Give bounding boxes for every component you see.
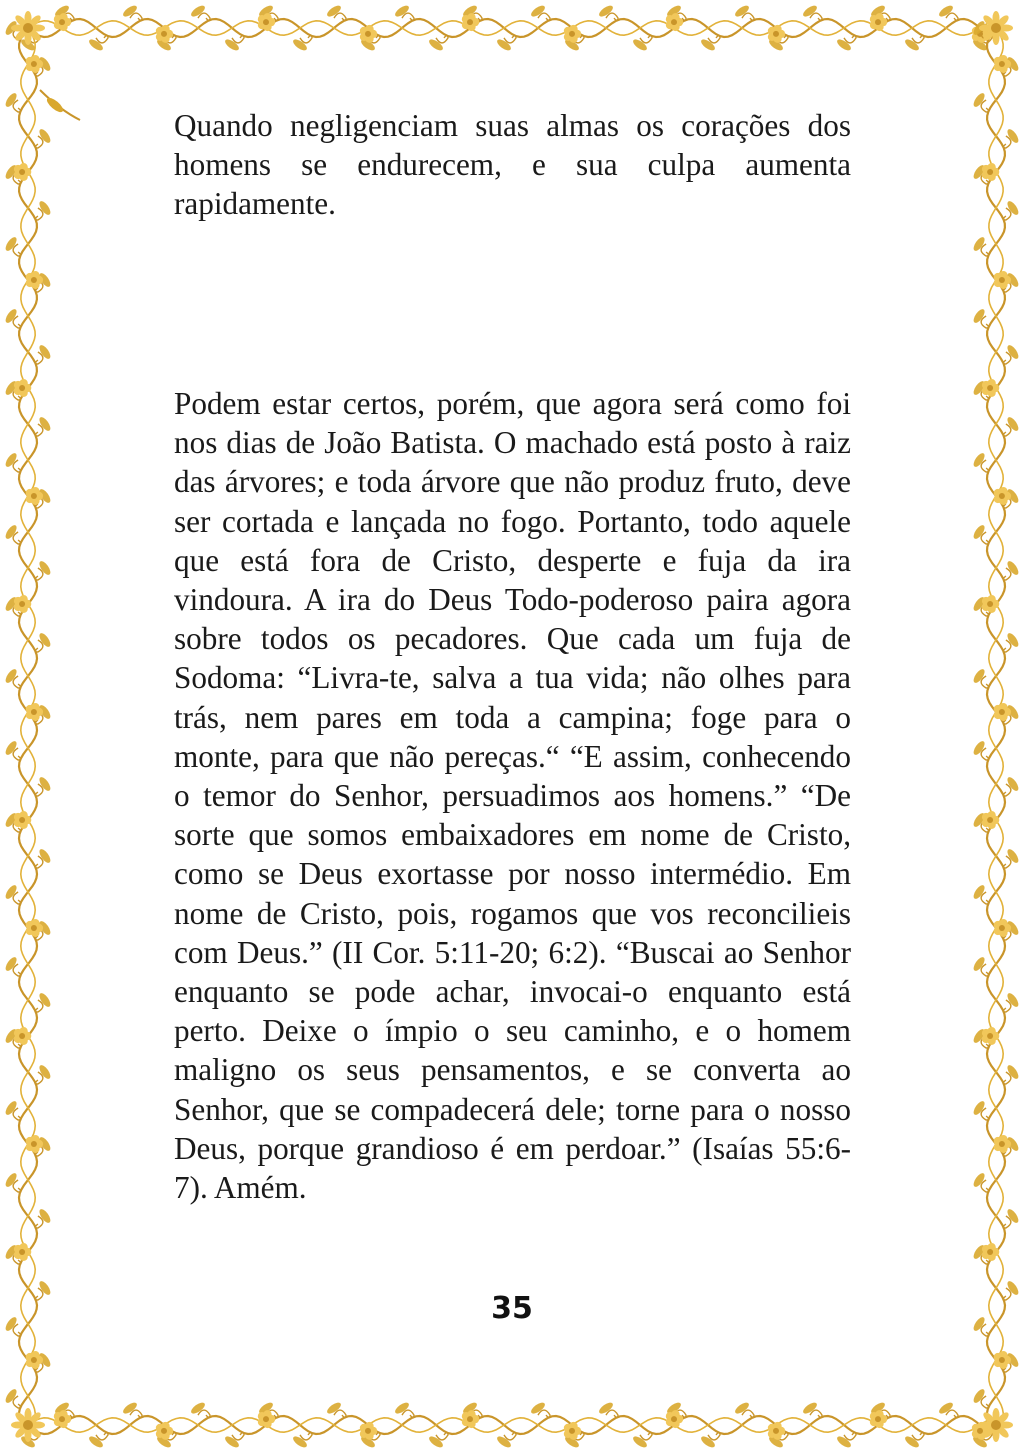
page-number: 35 bbox=[491, 1291, 533, 1326]
paragraph-1: Quando negligenciam suas almas os corações dos homens se endurecem, e sua culpa aumenta rapidamente. bbox=[174, 108, 851, 222]
paragraph-2: Podem estar certos, porém, que agora será como foi nos dias de João Batista. O machado está posto à raiz das árvores; e toda árvore que não produz fruto, deve ser cortada e lançada no fogo. Portanto, todo aquele que está fora de Cristo, desperte e fuja da ira vindoura. A ira do Deus Todo-poderoso paira agora sobre todos os pecadores. Que cada um fuja de Sodoma: “Livra-te, salva a tua vida; não olhes para trás, nem pares em toda a campina; foge para o monte, para que não pereças.“ “E assim, conhecendo o temor do Senhor, persuadimos aos homens.” “De sorte que somos embaixadores em nome de Cristo, como se Deus exortasse por nosso intermédio. Em nome de Cristo, pois, rogamos que vos reconcilieis com Deus.” (II Cor. 5:11-20; 6:2). “Buscai ao Senhor enquanto se pode achar, invocai-o enquanto está perto. Deixe o ímpio o seu caminho, e o homem maligno os seus pensamentos, e se converta ao Senhor, que se compadecerá dele; torne para o nosso Deus, porque grandioso é em perdoar.” (Isaías 55:6-7). Amém. bbox=[174, 386, 851, 1206]
